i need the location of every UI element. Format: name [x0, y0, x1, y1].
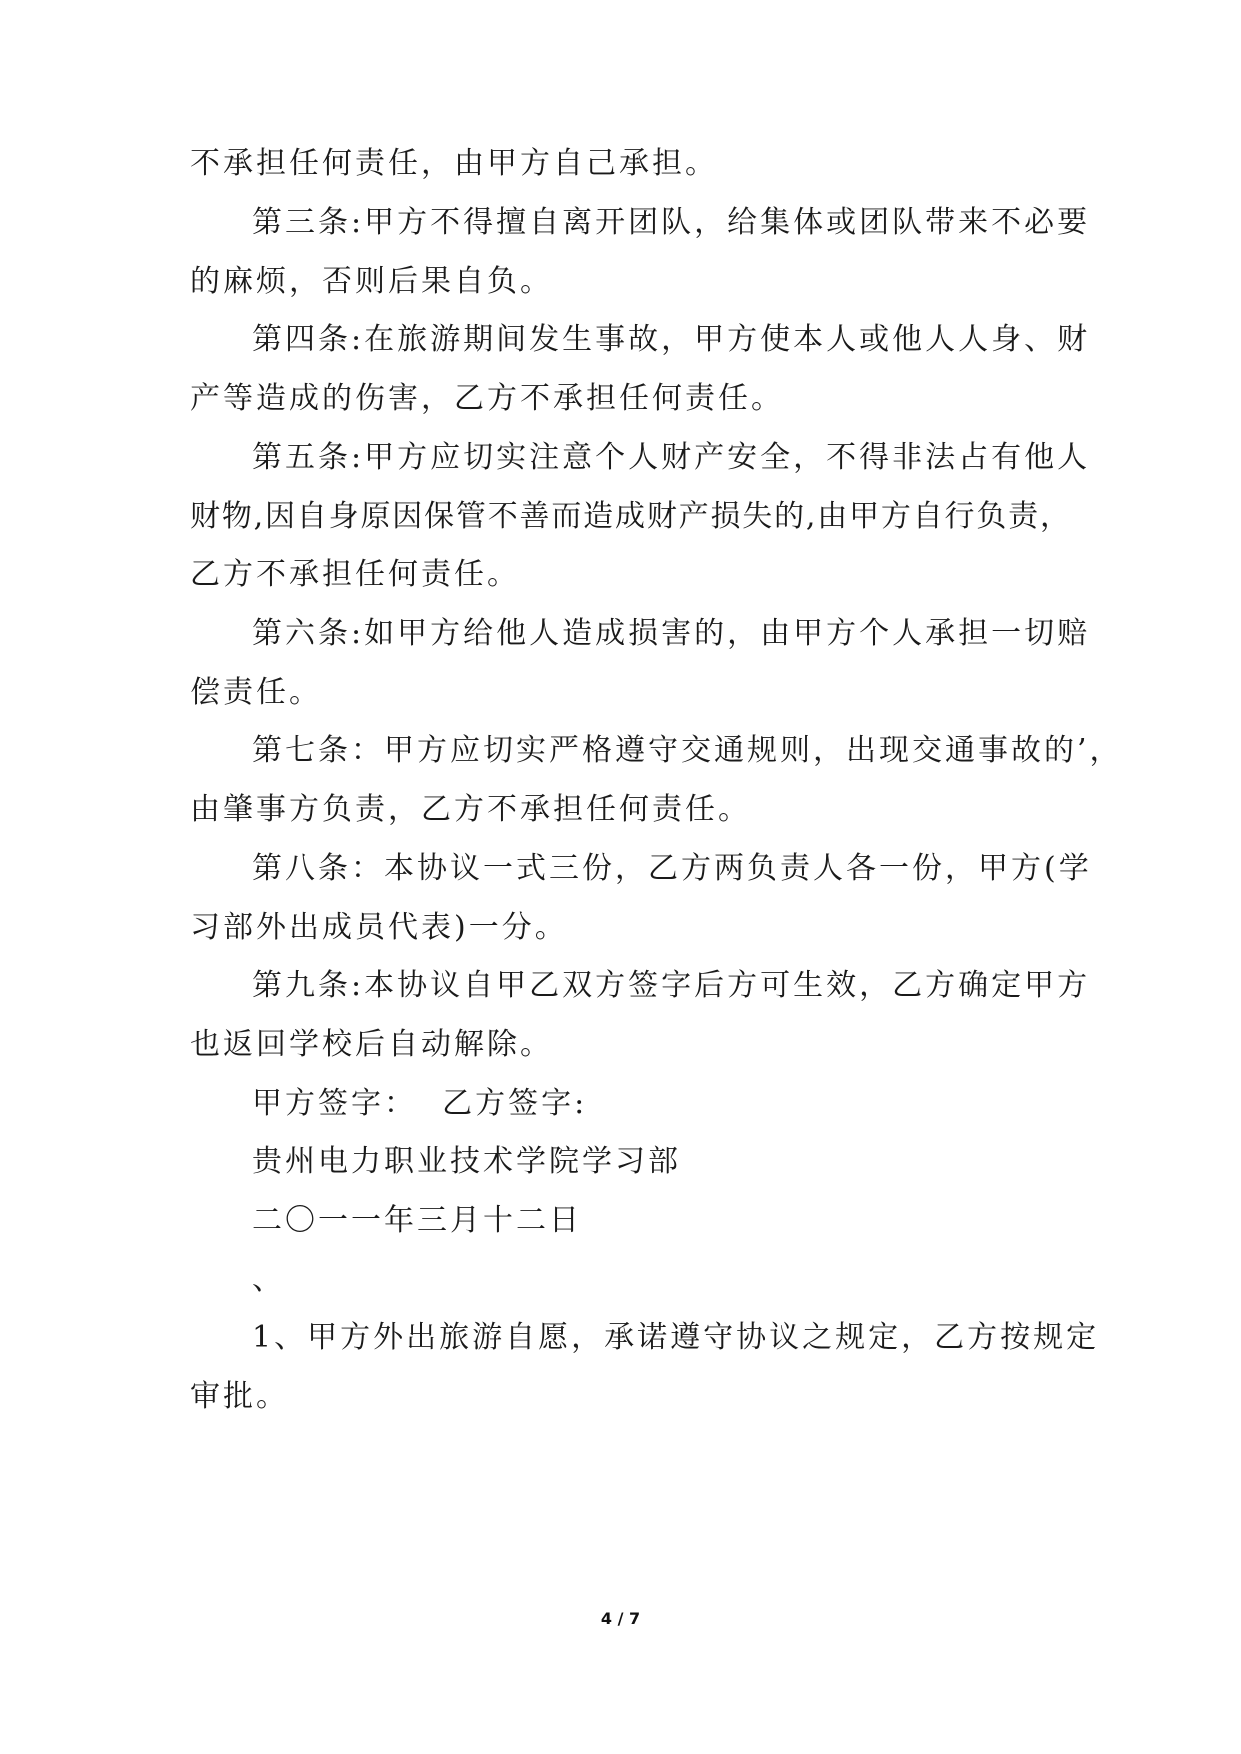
text-line: 审批。 [190, 1379, 289, 1414]
text-line: 由肇事方负责，乙方不承担任何责任。 [190, 792, 751, 827]
text-line: 第三条:甲方不得擅自离开团队，给集体或团队带来不必要 [252, 205, 1091, 240]
text-line: 、 [252, 1262, 285, 1297]
text-line: 第五条:甲方应切实注意个人财产安全，不得非法占有他人 [252, 440, 1091, 475]
page-number: 4 / 7 [600, 1609, 641, 1628]
text-line: 的麻烦，否则后果自负。 [190, 264, 553, 299]
text-line: 第四条:在旅游期间发生事故，甲方使本人或他人人身、财 [252, 322, 1091, 357]
text-line: 第八条：本协议一式三份，乙方两负责人各一份，甲方(学 [252, 851, 1092, 886]
text-line: 也返回学校后自动解除。 [190, 1027, 553, 1062]
text-line: 1、甲方外出旅游自愿，承诺遵守协议之规定，乙方按规定 [252, 1320, 1100, 1355]
organization-name: 贵州电力职业技术学院学习部 [252, 1144, 681, 1179]
signature-line: 甲方签字： 乙方签字: [252, 1086, 588, 1121]
text-line: 产等造成的伤害，乙方不承担任何责任。 [190, 381, 784, 416]
text-line: 习部外出成员代表)一分。 [190, 910, 568, 945]
text-line: 偿责任。 [190, 675, 322, 710]
text-line: 财物,因自身原因保管不善而造成财产损失的,由甲方自行负责， [190, 499, 1070, 534]
text-line: 不承担任何责任，由甲方自己承担。 [190, 146, 718, 181]
text-line: 乙方不承担任何责任。 [190, 557, 520, 592]
text-line: 第六条:如甲方给他人造成损害的，由甲方个人承担一切赔 [252, 616, 1091, 651]
document-date: 二〇一一年三月十二日 [252, 1203, 582, 1238]
text-line: 第九条:本协议自甲乙双方签字后方可生效，乙方确定甲方 [252, 968, 1091, 1003]
text-line: 第七条：甲方应切实严格遵守交通规则，出现交通事故的’， [252, 733, 1123, 768]
